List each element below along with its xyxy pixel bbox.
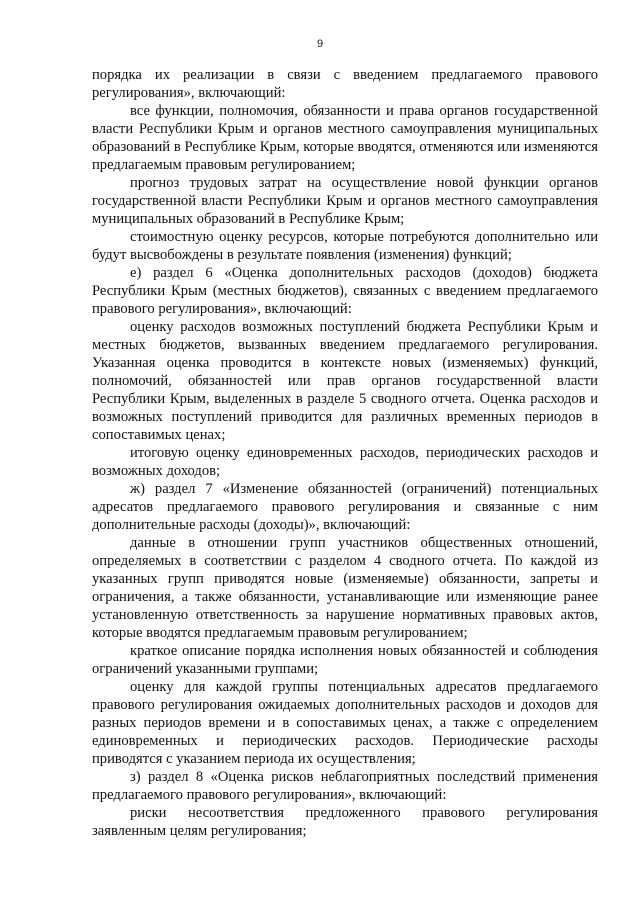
paragraph: оценку для каждой группы потенциальных адресатов предлагаемого правового регулирования ожидаемых дополнительных расходов и доходов для разных периодов времени и в сопоставимых ценах, а также с определением единовременных и периодических расходов. Периодические расходы приводятся с указанием периода их осуществления;: [92, 679, 598, 767]
body-text: [92, 66, 598, 840]
paragraph: все функции, полномочия, обязанности и права органов государственной власти Республики Крым и органов местного самоуправления муниципальных образований в Республике Крым, которые вводятся, отменяются или изменяются предлагаемым правовым регулированием;: [92, 103, 598, 173]
paragraph: ж) раздел 7 «Изменение обязанностей (ограничений) потенциальных адресатов предлагаемого правового регулирования и связанные с ним дополнительные расходы (доходы)», включающий:: [92, 481, 598, 533]
paragraph: краткое описание порядка исполнения новых обязанностей и соблюдения ограничений указанными группами;: [92, 643, 598, 677]
paragraph: порядка их реализации в связи с введением предлагаемого правового регулирования», включающий:: [92, 67, 598, 101]
page-number: 9: [316, 38, 324, 50]
paragraph: з) раздел 8 «Оценка рисков неблагоприятных последствий применения предлагаемого правового регулирования», включающий:: [92, 769, 598, 803]
paragraph: риски несоответствия предложенного правового регулирования заявленным целям регулирования;: [92, 805, 598, 839]
paragraph: е) раздел 6 «Оценка дополнительных расходов (доходов) бюджета Республики Крым (местных бюджетов), связанных с введением предлагаемого правового регулирования», включающий:: [92, 265, 598, 317]
paragraph: стоимостную оценку ресурсов, которые потребуются дополнительно или будут высвобождены в результате появления (изменения) функций;: [92, 229, 598, 263]
paragraph: итоговую оценку единовременных расходов, периодических расходов и возможных доходов;: [92, 445, 598, 479]
paragraph: данные в отношении групп участников общественных отношений, определяемых в соответствии с разделом 4 сводного отчета. По каждой из указанных групп приводятся новые (изменяемые) обязанности, запреты и ограничения, а также обязанности, устанавливающие или изменяющие ранее установленную ответственность за нарушение нормативных правовых актов, которые вводятся предлагаемым правовым регулированием;: [92, 535, 598, 641]
paragraph: прогноз трудовых затрат на осуществление новой функции органов государственной власти Республики Крым и органов местного самоуправления муниципальных образований в Республике Крым;: [92, 175, 598, 227]
paragraph: оценку расходов возможных поступлений бюджета Республики Крым и местных бюджетов, вызванных введением предлагаемого регулирования. Указанная оценка проводится в контексте новых (изменяемых) функций, полномочий, обязанностей или прав органов государственной власти Республики Крым, выделенных в разделе 5 сводного отчета. Оценка расходов и возможных поступлений приводится для различных временных периодов в сопоставимых ценах;: [92, 319, 598, 443]
